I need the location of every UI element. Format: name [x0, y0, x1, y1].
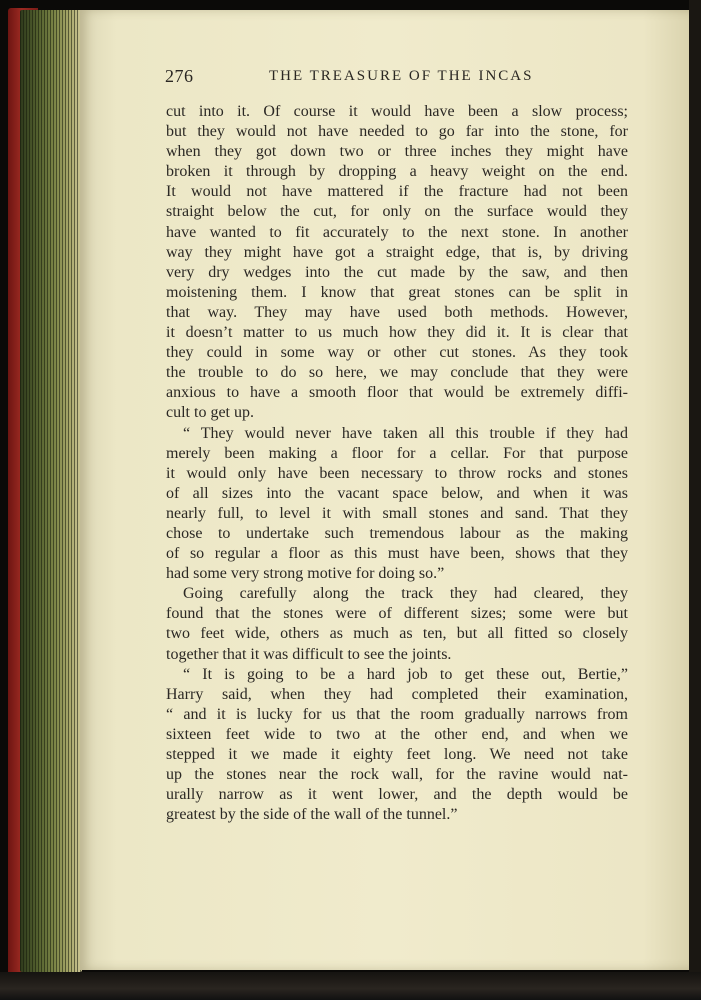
text-line: way they might have got a straight edge, that is, by driving [166, 243, 628, 261]
text-line: urally narrow as it went lower, and the depth would be [166, 786, 628, 804]
text-line: chose to undertake such tremendous labour as the making [166, 524, 628, 542]
text-line: when they got down two or three inches they might have [166, 143, 628, 161]
page-number: 276 [165, 66, 194, 86]
text-line: It would not have mattered if the fracture had not been [166, 183, 628, 201]
text-line: anxious to have a smooth floor that would be extremely diffi- [166, 384, 628, 402]
text-line: cut into it. Of course it would have been a slow process; [166, 103, 628, 120]
text-line: “ They would never have taken all this trouble if they had [183, 424, 628, 442]
text-line: broken it through by dropping a heavy weight on the end. [166, 163, 628, 181]
text-line: the trouble to do so here, we may conclude that they were [166, 364, 628, 382]
text-line: together that it was difficult to see the joints. [166, 645, 452, 663]
text-line: that way. They may have used both methods. However, [166, 303, 628, 321]
running-title: THE TREASURE OF THE INCAS [269, 68, 534, 84]
text-line: nearly full, to level it with small stones and sand. That they [166, 504, 628, 522]
text-line: greatest by the side of the wall of the tunnel.” [166, 806, 458, 824]
text-line: but they would not have needed to go far into the stone, for [166, 123, 628, 141]
text-line: stepped it we made it eighty feet long. We need not take [166, 746, 628, 763]
text-line: found that the stones were of different sizes; some were but [166, 605, 628, 623]
text-line: merely been making a floor for a cellar. For that purpose [166, 444, 628, 462]
right-border [689, 0, 701, 1000]
text-line: it doesn’t matter to us much how they did it. It is clear that [166, 324, 628, 342]
text-line: had some very strong motive for doing so.” [166, 565, 445, 583]
text-line: “ and it is lucky for us that the room gradually narrows from [166, 705, 628, 723]
text-line: they could in some way or other cut stones. As they took [166, 344, 628, 362]
text-line: have wanted to fit accurately to the next stone. In another [166, 223, 628, 241]
text-line: “ It is going to be a hard job to get these out, Bertie,” [183, 665, 628, 683]
text-line: Harry said, when they had completed their examination, [166, 685, 628, 703]
text-line: cult to get up. [166, 404, 254, 422]
text-line: sixteen feet wide to two at the other end, and when we [166, 725, 628, 743]
text-line: of all sizes into the vacant space below, and when it was [166, 484, 628, 502]
text-line: moistening them. I know that great stones can be split in [166, 283, 628, 301]
body-text [166, 102, 628, 825]
text-line: straight below the cut, for only on the surface would they [166, 203, 628, 221]
page-edges [20, 10, 82, 972]
bottom-border [0, 972, 701, 1000]
text-line: Going carefully along the track they had cleared, they [183, 585, 628, 603]
text-line: very dry wedges into the cut made by the saw, and then [166, 263, 628, 281]
running-head [165, 66, 635, 90]
text-line: of so regular a floor as this must have been, shows that they [166, 545, 628, 563]
text-line: two feet wide, others as much as ten, but all fitted so closely [166, 625, 628, 643]
text-line: it would only have been necessary to throw rocks and stones [166, 464, 628, 482]
text-line: up the stones near the rock wall, for the ravine would nat- [166, 766, 628, 784]
